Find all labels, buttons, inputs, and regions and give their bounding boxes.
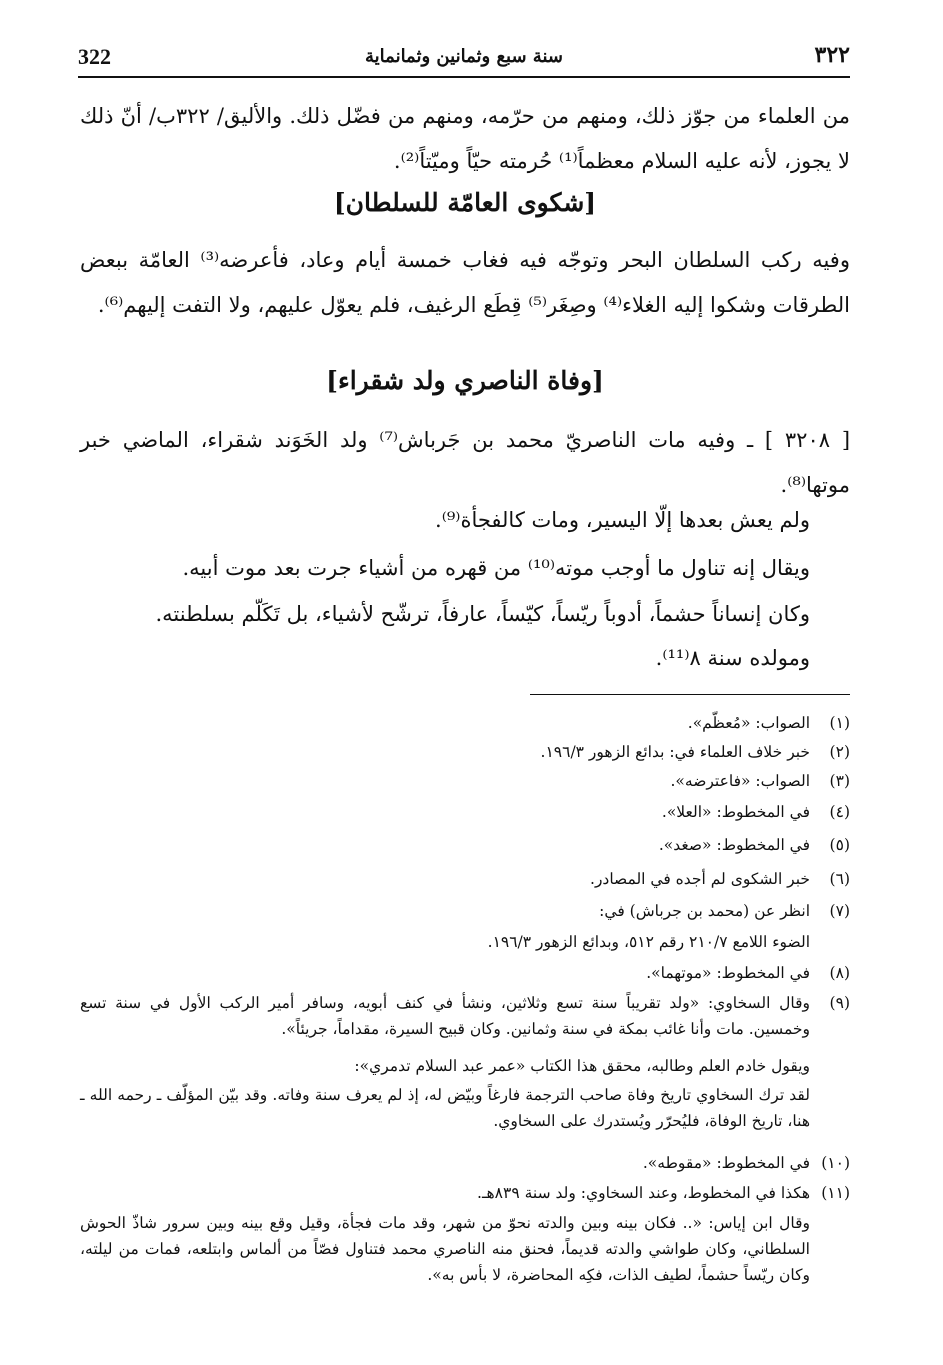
footnote-text: وقال السخاوي: «ولد تقريباً سنة تسع وثلاثين، ونشأ في كنف أبويه، وسافر أمير الركب الأول في سنة تسع وخمسين. مات وأنا غائب بمكة في سنة وثمانين. وكان قبيح السيرة، مقداماً، جريئاً». (80, 994, 810, 1038)
footnote (80, 866, 850, 892)
footnote-text: الصواب: «فاعترضه». (670, 772, 810, 790)
footnote (80, 929, 850, 955)
footnote-number (810, 929, 850, 955)
text-line: ولم يعش بعدها إلّا اليسير، ومات كالفجأة⁽⁹⁾. (435, 508, 810, 532)
page-number-arabic: ٣٢٢ (814, 42, 850, 68)
footnote-text: لقد ترك السخاوي تاريخ وفاة صاحب الترجمة فارغاً وبيّض له، إذ لم يعرف سنة وفاته. وقد بيّن المؤلّف ـ رحمه الله ـ هنا، تاريخ الوفاة، فليُحرّر ويُستدرك على السخاوي. (80, 1086, 810, 1130)
footnote-number (810, 1053, 850, 1079)
page-number-latin: 322 (78, 44, 111, 69)
footnote (80, 710, 850, 736)
footnote (80, 898, 850, 924)
footnote (80, 990, 850, 1042)
text-line: ويقال إنه تناول ما أوجب موته⁽¹⁰⁾ من قهره من أشياء جرت بعد موت أبيه. (182, 556, 810, 580)
section-heading-death: [وفاة الناصري ولد شقراء] (326, 366, 604, 395)
footnote-number: (١) (829, 714, 850, 732)
footnote-number: (١٠) (821, 1154, 850, 1172)
footnote-text: في المخطوط: «صغد». (658, 836, 810, 854)
entry-paragraph: [ ٣٢٠٨ ] ـ وفيه مات الناصريّ محمد بن جَرباش⁽⁷⁾ ولد الخَوَند شقراء، الماضي خبر موتها⁽⁸⁾. (80, 428, 851, 497)
footnote-number: (٢) (829, 743, 850, 761)
footnote (80, 960, 850, 986)
footnote (80, 1180, 850, 1206)
footnote-text: خبر الشكوى لم أجده في المصادر. (590, 870, 810, 888)
complaint-paragraph: وفيه ركب السلطان البحر وتوجّه فيه فغاب خمسة أيام وعاد، فأعرضه⁽³⁾ العامّة ببعض الطرقات وشكوا إليه الغلاء⁽⁴⁾ وصِغَر⁽⁵⁾ قِطَع الرغيف، فلم يعوّل عليهم، ولا التفت إليهم⁽⁶⁾. (80, 248, 850, 317)
footnote (80, 799, 850, 825)
text-line: وكان إنساناً حشماً، أدوباً ريّساً، كيّساً، عارفاً، ترشّح لأشياء، بل تَكَلّم بسلطنته. (155, 602, 810, 626)
footnote-text: خبر خلاف العلماء في: بدائع الزهور ١٩٦/٣. (540, 743, 810, 761)
footnote-divider (530, 694, 850, 695)
footnote (80, 768, 850, 794)
footnote-number: (٣) (829, 772, 850, 790)
footnote-number (810, 1082, 850, 1134)
footnote (80, 1082, 850, 1134)
footnote-text: في المخطوط: «العلا». (661, 803, 810, 821)
footnote (80, 1053, 850, 1079)
footnote (80, 1150, 850, 1176)
footnote-text: الصواب: «مُعظّم». (687, 714, 810, 732)
footnote-number: (٩) (829, 994, 850, 1012)
footnote-number: (١١) (821, 1184, 850, 1202)
footnote (80, 832, 850, 858)
footnote-number: (٧) (829, 902, 850, 920)
footnote-text: هكذا في المخطوط، وعند السخاوي: ولد سنة ٨٣٩هـ. (477, 1184, 810, 1202)
text-line: ومولده سنة ٨⁽¹¹⁾. (655, 646, 810, 670)
footnote-text: انظر عن (محمد بن جرباش) في: (599, 902, 810, 920)
footnote-number (810, 1210, 850, 1288)
footnote (80, 739, 850, 765)
footnote-text: الضوء اللامع ٢١٠/٧ رقم ٥١٢، وبدائع الزهور ١٩٦/٣. (487, 933, 810, 951)
footnote-text: وقال ابن إياس: «.. فكان بينه وبين والدته نحوّ من شهر، وقد مات فجأة، وقيل وقع بينه وبين سرور شاذّ الحوش السلطاني، وكان طواشي والدته قديماً، فحنق منه الناصري محمد فتناول فصّاً من ألماس وابتلعه، فمات من ليلته، وكان ريّساً حشماً، لطيف الذات، فكِه المحاضرة، لا بأس به». (80, 1214, 810, 1284)
footnote-number: (٨) (829, 964, 850, 982)
footnote-text: في المخطوط: «مقوطه». (642, 1154, 810, 1172)
footnote-text: في المخطوط: «موتهما». (646, 964, 810, 982)
section-heading-complaint: [شكوى العامّة للسلطان] (333, 188, 597, 217)
running-title: سنة سبع وثمانين وثمانماية (365, 46, 563, 67)
page-header (78, 40, 850, 78)
footnote-number: (٦) (829, 870, 850, 888)
footnote-number: (٤) (829, 803, 850, 821)
footnote-text: ويقول خادم العلم وطالبه، محقق هذا الكتاب «عمر عبد السلام تدمري»: (354, 1057, 810, 1075)
footnote-number: (٥) (829, 836, 850, 854)
footnote (80, 1210, 850, 1288)
intro-paragraph: من العلماء من جوّز ذلك، ومنهم من حرّمه، ومنهم من فضّل ذلك. والأليق/ ٣٢٢ب/ أنّ ذلك لا يجوز، لأنه عليه السلام معظماً⁽¹⁾ حُرمته حيّاً وميّتاً⁽²⁾. (80, 104, 850, 173)
